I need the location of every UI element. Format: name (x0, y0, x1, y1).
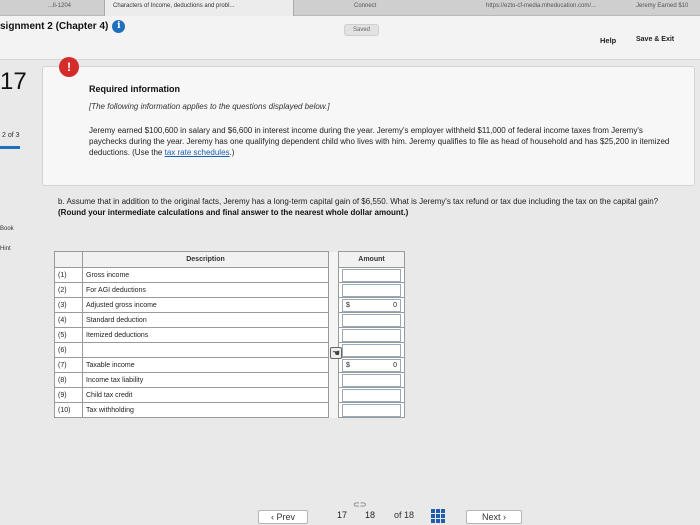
assignment-title-text: signment 2 (Chapter 4) (0, 21, 109, 33)
table-row (55, 328, 405, 343)
hint-link[interactable]: Hint (0, 246, 11, 252)
page-number-current[interactable]: 17 (337, 510, 348, 520)
table-row (55, 283, 405, 298)
amount-input[interactable] (339, 313, 405, 328)
amount-output: $ 0 (339, 298, 405, 313)
row-description-select[interactable] (83, 343, 329, 358)
row-description: For AGI deductions (83, 283, 329, 298)
required-info-text-end: .) (229, 148, 235, 157)
table-row (55, 403, 405, 418)
page-total: of 18 (394, 510, 415, 520)
header-description: Description (83, 252, 329, 268)
tax-computation-table (54, 251, 405, 418)
row-number: (6) (55, 343, 83, 358)
ebook-link[interactable]: Book (0, 226, 14, 232)
table-header-row (55, 252, 405, 268)
help-button[interactable]: Help (600, 36, 617, 45)
amount-input[interactable] (339, 403, 405, 418)
table-row (55, 343, 405, 358)
row-number: (9) (55, 388, 83, 403)
amount-input[interactable] (339, 328, 405, 343)
row-number: (8) (55, 373, 83, 388)
amount-input[interactable] (339, 343, 405, 358)
required-info-title: Required information (89, 84, 181, 94)
browser-tab-strip (0, 0, 700, 16)
table-row (55, 388, 405, 403)
question-part-position: 2 of 3 (2, 132, 20, 139)
row-description: Taxable income (83, 358, 329, 373)
table-row (55, 313, 405, 328)
row-number: (1) (55, 268, 83, 283)
row-number: (7) (55, 358, 83, 373)
question-prompt: b. Assume that in addition to the original facts, Jeremy has a long-term capital gain of $6,550. What is Jeremy's tax refund or tax due including the tax on the capital gain? (58, 197, 659, 206)
row-number: (2) (55, 283, 83, 298)
info-icon[interactable]: i (112, 20, 125, 33)
browser-tab[interactable]: https://ezto-cf-media.mheducation.com/... (486, 3, 597, 9)
next-button[interactable]: Next › (466, 510, 522, 524)
amount-input[interactable] (339, 388, 405, 403)
header-gap (329, 252, 339, 268)
required-information-panel (42, 60, 695, 186)
row-description: Standard deduction (83, 313, 329, 328)
tax-rate-schedules-link[interactable]: tax rate schedules (164, 148, 230, 157)
saved-status: Saved (344, 24, 379, 36)
amount-input[interactable] (339, 283, 405, 298)
alert-icon: ! (59, 57, 79, 77)
required-info-body (89, 125, 679, 158)
row-description: Child tax credit (83, 388, 329, 403)
save-exit-button[interactable]: Save & Exit (636, 36, 675, 43)
link-icon: ⊂⊃ (353, 500, 367, 509)
row-description: Income tax liability (83, 373, 329, 388)
question-instruction: (Round your intermediate calculations and final answer to the nearest whole dollar amount.) (58, 208, 409, 217)
table-row (55, 358, 405, 373)
question-text (58, 196, 688, 218)
required-info-text: Jeremy earned $100,600 in salary and $6,600 in interest income during the year. Jeremy's employer withheld $11,000 of federal income taxes from Jeremy's paychecks during the year. Jeremy has one qualifying dependent child who lives with him. Jeremy qualifies to file as head of household and has $25,200 in itemized deductions. (Use the (89, 126, 670, 157)
required-info-note: [The following information applies to the questions displayed below.] (89, 102, 330, 111)
row-description: Adjusted gross income (83, 298, 329, 313)
question-grid-icon[interactable] (431, 509, 445, 523)
row-number: (3) (55, 298, 83, 313)
prev-button[interactable]: ‹ Prev (258, 510, 308, 524)
amount-input[interactable] (339, 373, 405, 388)
browser-tab[interactable]: Jeremy Earned $10 (636, 3, 689, 9)
browser-tab[interactable]: Connect (354, 3, 377, 9)
part-progress-bar (0, 146, 20, 149)
browser-tab[interactable]: ...ll-1204 (48, 3, 72, 9)
table-row (55, 268, 405, 283)
amount-input[interactable] (339, 268, 405, 283)
row-number: (5) (55, 328, 83, 343)
question-number: 17 (0, 68, 27, 95)
footer-navigation (0, 500, 700, 525)
hand-cursor-icon: ☚ (331, 348, 341, 358)
table-row (55, 298, 405, 313)
header-num (55, 252, 83, 268)
row-number: (4) (55, 313, 83, 328)
browser-tab-active[interactable]: Characters of Income, deductions and probl... (104, 0, 294, 16)
row-description: Gross income (83, 268, 329, 283)
assignment-title (0, 20, 125, 33)
page-number-next[interactable]: 18 (365, 510, 376, 520)
row-description: Tax withholding (83, 403, 329, 418)
table-row (55, 373, 405, 388)
row-number: (10) (55, 403, 83, 418)
app-header (0, 16, 700, 60)
amount-output: $ 0 (339, 358, 405, 373)
header-amount: Amount (339, 252, 405, 268)
row-description: Itemized deductions (83, 328, 329, 343)
